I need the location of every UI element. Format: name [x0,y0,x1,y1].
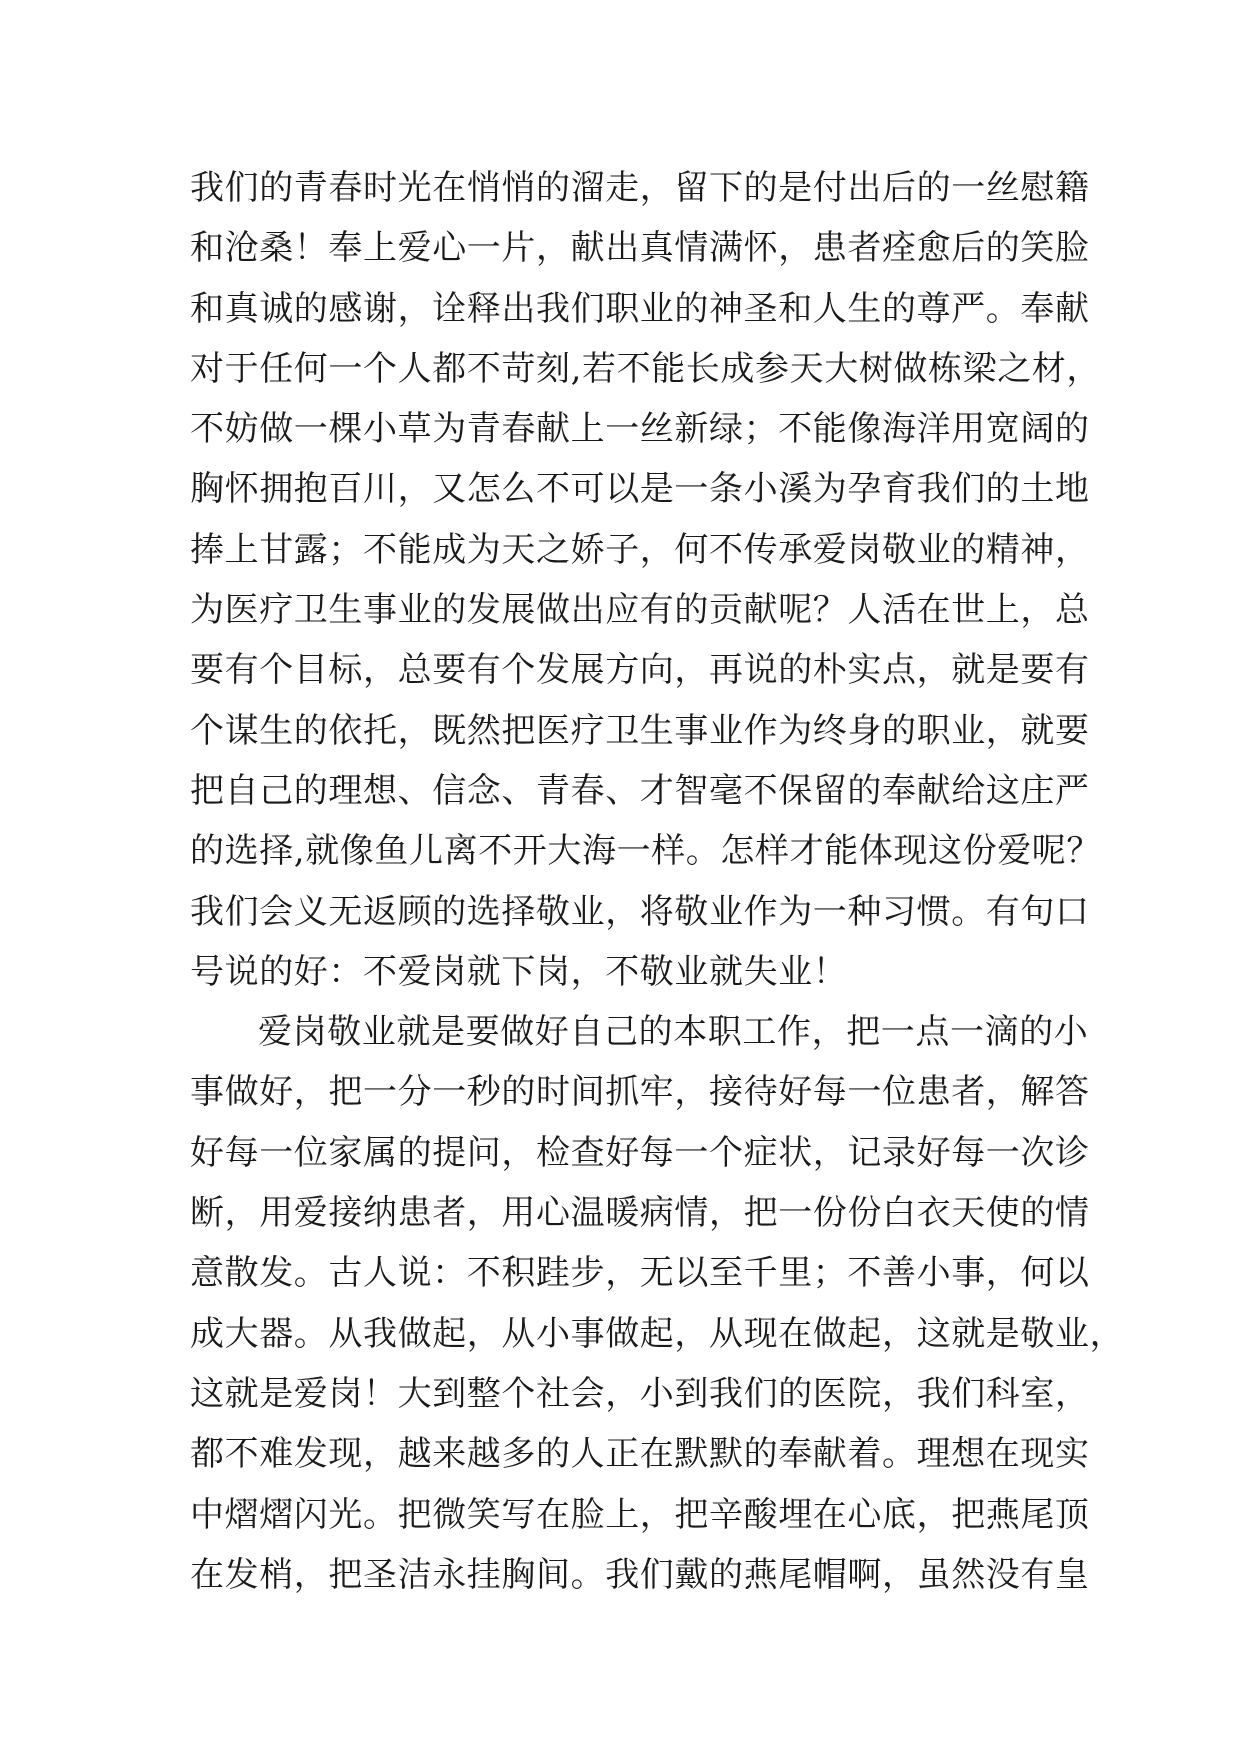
text-line: 事做好，把一分一秒的时间抓牢，接待好每一位患者，解答 [190,1072,1090,1113]
text-line: 这就是爱岗！大到整个社会，小到我们的医院，我们科室， [190,1373,1090,1414]
text-line: 要有个目标，总要有个发展方向，再说的朴实点，就是要有 [190,650,1090,691]
text-line: 捧上甘露；不能成为天之娇子，何不传承爱岗敬业的精神， [190,529,1090,570]
text-line: 的选择,就像鱼儿离不开大海一样。怎样才能体现这份爱呢？ [190,831,1102,872]
text-line: 我们会义无返顾的选择敬业，将敬业作为一种习惯。有句口 [190,891,1090,932]
text-line: 中熠熠闪光。把微笑写在脸上，把辛酸埋在心底，把燕尾顶 [190,1494,1090,1535]
text-line: 胸怀拥抱百川，又怎么不可以是一条小溪为孕育我们的土地 [190,469,1090,510]
text-line: 把自己的理想、信念、青春、才智毫不保留的奉献给这庄严 [190,770,1090,811]
text-line: 都不难发现，越来越多的人正在默默的奉献着。理想在现实 [190,1434,1090,1475]
paragraph-start-line: 爱岗敬业就是要做好自己的本职工作，把一点一滴的小 [258,1012,1089,1053]
text-line: 断，用爱接纳患者，用心温暖病情，把一份份白衣天使的情 [190,1193,1090,1234]
text-line: 意散发。古人说：不积跬步，无以至千里；不善小事，何以 [190,1253,1090,1294]
text-line: 不妨做一棵小草为青春献上一丝新绿；不能像海洋用宽阔的 [190,409,1090,450]
text-line: 对于任何一个人都不苛刻,若不能长成参天大树做栋梁之材， [190,348,1102,389]
text-line: 和沧桑！奉上爱心一片，献出真情满怀，患者痊愈后的笑脸 [190,228,1090,269]
text-line: 我们的青春时光在悄悄的溜走，留下的是付出后的一丝慰籍 [190,168,1090,208]
text-line: 好每一位家属的提问，检查好每一个症状，记录好每一次诊 [190,1132,1090,1173]
text-line: 和真诚的感谢，诠释出我们职业的神圣和人生的尊严。奉献 [190,288,1090,329]
text-line: 号说的好：不爱岗就下岗，不敬业就失业！ [190,951,848,992]
text-line: 成大器。从我做起，从小事做起，从现在做起，这就是敬业， [190,1313,1125,1354]
text-line: 为医疗卫生事业的发展做出应有的贡献呢？人活在世上，总 [190,590,1090,631]
text-line: 在发梢，把圣洁永挂胸间。我们戴的燕尾帽啊，虽然没有皇 [190,1554,1090,1595]
body-text [190,158,1125,1605]
text-line: 个谋生的依托，既然把医疗卫生事业作为终身的职业，就要 [190,710,1090,751]
